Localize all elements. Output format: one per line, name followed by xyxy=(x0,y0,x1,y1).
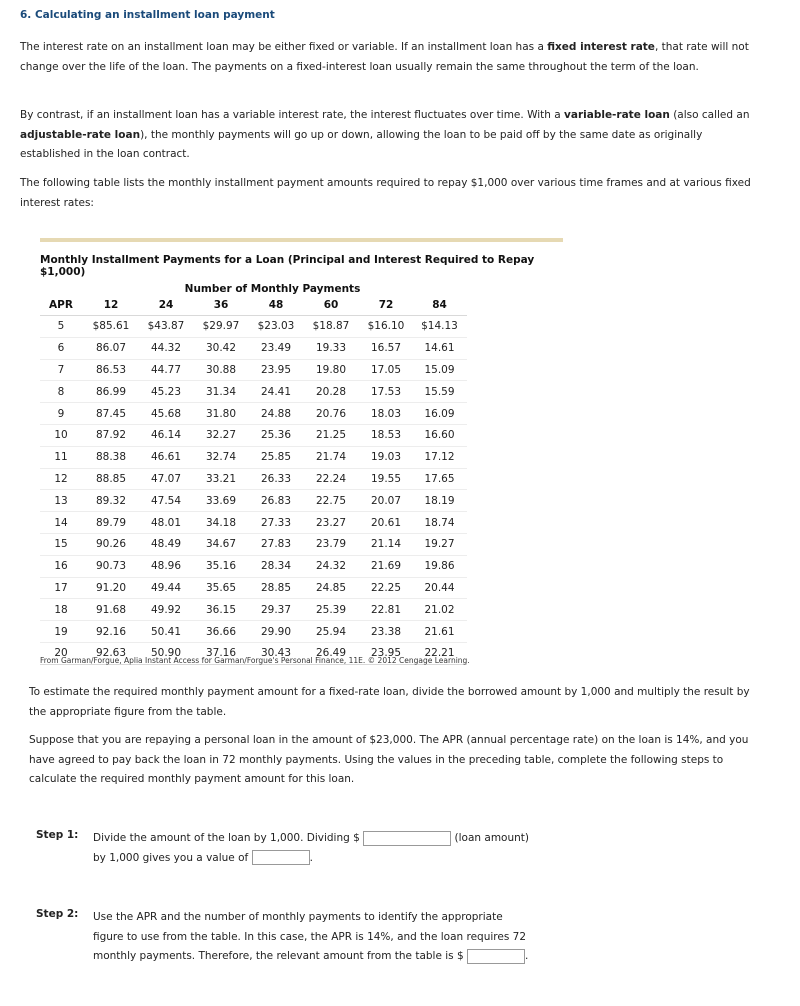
payment-cell: 29.37 xyxy=(260,603,292,616)
payment-cell: 19.86 xyxy=(424,560,455,573)
payment-cell: 35.65 xyxy=(205,581,237,594)
loan-amount-input[interactable] xyxy=(363,831,451,846)
step-2-text: Use the APR and the number of monthly payments to identify the appropriate figure to use from the table. In this case, the APR is 14%, and the loan requires 72 monthly payments. Therefore, the relevant amount from the table is $ . xyxy=(93,911,529,962)
payment-cell: 19.33 xyxy=(315,342,347,355)
payment-cell: 24.85 xyxy=(315,581,347,594)
payment-cell: 90.26 xyxy=(95,538,127,551)
paragraph-fixed-rate: The interest rate on an installment loan may be either fixed or variable. If an installment loan has a fixed interest rate, that rate will not change over the life of the loan. The payments on a fixed-interest loan usually remain the same throughout the term of the loan. xyxy=(20,41,749,73)
payment-cell: 21.61 xyxy=(424,625,455,638)
step-1-text: Divide the amount of the loan by 1,000. Dividing $ (loan amount) by 1,000 gives you a value of . xyxy=(93,832,529,864)
payment-cell: 33.21 xyxy=(205,472,237,485)
apr-cell: 20 xyxy=(54,647,68,660)
payment-cell: 37.16 xyxy=(205,647,237,660)
table-header-row xyxy=(40,295,467,316)
paragraph-instructions: To estimate the required monthly payment amount for a fixed-rate loan, divide the borrowed amount by 1,000 and multiply the result by the appropriate figure from the table. xyxy=(29,686,750,718)
payment-cell: 31.80 xyxy=(205,407,237,420)
payment-cell: 36.15 xyxy=(205,603,237,616)
table-row xyxy=(40,381,467,403)
step-1-label: Step 1: xyxy=(36,829,79,841)
apr-cell: 10 xyxy=(54,429,68,442)
table-row xyxy=(40,555,467,577)
payment-cell: $43.87 xyxy=(147,320,185,333)
table-header-cell: 36 xyxy=(213,299,229,311)
payment-cell: 46.14 xyxy=(150,429,182,442)
apr-cell: 5 xyxy=(57,320,65,333)
paragraph-scenario: Suppose that you are repaying a personal loan in the amount of $23,000. The APR (annual percentage rate) on the loan is 14%, and you have agreed to pay back the loan in 72 monthly payments. Using the values in the preceding table, complete the following steps to calculate the required monthly payment amount for this loan. xyxy=(29,734,749,785)
paragraph-table-intro: The following table lists the monthly installment payment amounts required to repay $1,000 over various time frames and at various fixed interest rates: xyxy=(20,177,751,209)
payment-cell: 22.81 xyxy=(370,603,402,616)
payment-cell: 21.74 xyxy=(315,451,347,464)
payment-cell: 91.68 xyxy=(95,603,127,616)
table-row xyxy=(40,359,467,381)
apr-cell: 13 xyxy=(54,494,68,507)
payment-cell: 22.25 xyxy=(370,581,402,594)
payment-cell: 30.42 xyxy=(205,342,237,355)
payment-cell: 45.23 xyxy=(150,385,182,398)
payment-cell: 31.34 xyxy=(205,385,237,398)
payment-cell: 20.28 xyxy=(315,385,347,398)
table-row xyxy=(40,403,467,425)
table-row xyxy=(40,468,467,490)
payment-cell: 17.05 xyxy=(370,363,402,376)
payment-cell: 15.59 xyxy=(424,385,455,398)
payment-cell: 28.34 xyxy=(260,560,292,573)
payment-cell: 26.33 xyxy=(260,472,292,485)
payment-cell: 20.61 xyxy=(370,516,402,529)
payment-cell: 88.85 xyxy=(95,472,127,485)
table-row xyxy=(40,512,467,534)
payment-cell: 92.63 xyxy=(95,647,127,660)
payment-cell: 34.18 xyxy=(205,516,237,529)
table-header-cell: 72 xyxy=(378,299,394,311)
payment-cell: 18.19 xyxy=(424,494,455,507)
payment-cell: 86.07 xyxy=(95,342,127,355)
table-row xyxy=(40,446,467,468)
table-row xyxy=(40,490,467,512)
payment-cell: 23.79 xyxy=(315,538,347,551)
payment-cell: 20.76 xyxy=(315,407,347,420)
payment-cell: 18.03 xyxy=(370,407,402,420)
payment-cell: 23.27 xyxy=(315,516,347,529)
payment-cell: 30.88 xyxy=(205,363,237,376)
payment-cell: 28.85 xyxy=(260,581,292,594)
table-source-note: From Garman/Forgue, Aplia Instant Access for Garman/Forgue's Personal Finance, 11E. © 2012 Cengage Learning. xyxy=(40,656,470,665)
payment-cell: 89.32 xyxy=(95,494,127,507)
payment-cell: 47.07 xyxy=(150,472,182,485)
payment-cell: 15.09 xyxy=(424,363,455,376)
payment-cell: 19.55 xyxy=(370,472,402,485)
payment-cell: 35.16 xyxy=(205,560,237,573)
table-body xyxy=(40,316,467,665)
payment-cell: 87.45 xyxy=(95,407,127,420)
payment-cell: 26.83 xyxy=(260,494,292,507)
payment-cell: 45.68 xyxy=(150,407,182,420)
payment-cell: 23.38 xyxy=(370,625,402,638)
payment-cell: 18.53 xyxy=(370,429,402,442)
payment-cell: 88.38 xyxy=(95,451,127,464)
table-header-cell: 12 xyxy=(103,299,119,311)
payment-cell: 24.41 xyxy=(260,385,292,398)
payment-cell: $23.03 xyxy=(257,320,295,333)
payment-cell: 22.75 xyxy=(315,494,347,507)
divided-value-input[interactable] xyxy=(252,850,310,865)
payment-cell: 44.77 xyxy=(150,363,182,376)
table-row xyxy=(40,599,467,621)
payment-cell: 17.65 xyxy=(424,472,455,485)
payment-cell: 25.85 xyxy=(260,451,292,464)
table-header-cell: 84 xyxy=(432,299,447,311)
paragraph-variable-rate: By contrast, if an installment loan has a variable interest rate, the interest fluctuates over time. With a variable-rate loan (also called an adjustable-rate loan), the monthly payments will go up or down, allowing the loan to be paid off by the same date as originally established in the loan contract. xyxy=(20,109,750,160)
table-header-cell: APR xyxy=(49,299,73,311)
table-title: Monthly Installment Payments for a Loan (Principal and Interest Required to Repay $1,000) xyxy=(40,254,535,278)
payment-cell: 17.12 xyxy=(424,451,455,464)
payment-cell: 44.32 xyxy=(150,342,182,355)
apr-cell: 15 xyxy=(54,538,68,551)
payment-table-section xyxy=(40,238,565,665)
payment-cell: 25.94 xyxy=(315,625,347,638)
table-row xyxy=(40,621,467,643)
table-subtitle: Number of Monthly Payments xyxy=(184,283,361,295)
apr-cell: 18 xyxy=(54,603,68,616)
apr-cell: 11 xyxy=(54,451,68,464)
payment-cell: $85.61 xyxy=(92,320,130,333)
payment-cell: $29.97 xyxy=(202,320,240,333)
apr-cell: 16 xyxy=(54,560,68,573)
payment-cell: 27.33 xyxy=(260,516,292,529)
payment-cell: 21.02 xyxy=(424,603,455,616)
payment-cell: $18.87 xyxy=(312,320,350,333)
table-row xyxy=(40,424,467,446)
payment-cell: 16.60 xyxy=(424,429,455,442)
payment-cell: 92.16 xyxy=(95,625,127,638)
question-title: 6. Calculating an installment loan payment xyxy=(20,9,275,21)
apr-cell: 6 xyxy=(57,342,65,355)
payment-cell: 17.53 xyxy=(370,385,402,398)
payment-cell: 20.07 xyxy=(370,494,402,507)
payment-cell: 50.41 xyxy=(150,625,182,638)
payment-cell: 24.32 xyxy=(315,560,347,573)
payment-cell: 14.61 xyxy=(424,342,455,355)
payment-cell: 47.54 xyxy=(150,494,182,507)
payment-cell: 16.09 xyxy=(424,407,455,420)
table-row xyxy=(40,533,467,555)
payment-cell: 87.92 xyxy=(95,429,127,442)
payment-cell: 49.44 xyxy=(150,581,182,594)
apr-cell: 8 xyxy=(57,385,65,398)
payment-cell: 86.99 xyxy=(95,385,127,398)
apr-cell: 12 xyxy=(54,472,68,485)
payment-cell: $16.10 xyxy=(367,320,405,333)
payment-cell: 24.88 xyxy=(260,407,292,420)
payment-cell: 20.44 xyxy=(424,581,455,594)
payment-cell: 32.27 xyxy=(205,429,237,442)
payment-cell: 19.80 xyxy=(315,363,347,376)
apr-cell: 9 xyxy=(57,407,65,420)
payment-cell: 23.95 xyxy=(370,647,402,660)
payment-cell: 22.24 xyxy=(315,472,347,485)
apr-cell: 7 xyxy=(57,363,65,376)
table-row xyxy=(40,577,467,599)
payment-cell: 90.73 xyxy=(95,560,127,573)
table-header-cell: 60 xyxy=(323,299,339,311)
payment-cell: 21.69 xyxy=(370,560,402,573)
payment-cell: 48.96 xyxy=(150,560,182,573)
payment-cell: $14.13 xyxy=(421,320,458,333)
payment-cell: 19.27 xyxy=(424,538,455,551)
table-value-input[interactable] xyxy=(467,949,525,964)
apr-cell: 17 xyxy=(54,581,68,594)
payment-cell: 25.39 xyxy=(315,603,347,616)
payment-cell: 46.61 xyxy=(150,451,182,464)
payment-cell: 23.95 xyxy=(260,363,292,376)
payment-cell: 25.36 xyxy=(260,429,292,442)
payment-cell: 19.03 xyxy=(370,451,402,464)
payment-cell: 49.92 xyxy=(150,603,182,616)
payment-cell: 23.49 xyxy=(260,342,292,355)
payment-cell: 48.49 xyxy=(150,538,182,551)
table-top-rule xyxy=(40,238,563,242)
payment-cell: 18.74 xyxy=(424,516,455,529)
payment-cell: 86.53 xyxy=(95,363,127,376)
payment-cell: 21.25 xyxy=(315,429,347,442)
table-header-cell: 24 xyxy=(158,299,174,311)
payment-cell: 27.83 xyxy=(260,538,292,551)
payment-cell: 29.90 xyxy=(260,625,292,638)
table-row xyxy=(40,337,467,359)
payment-cell: 50.90 xyxy=(150,647,182,660)
table-header-cell: 48 xyxy=(268,299,284,311)
payment-cell: 89.79 xyxy=(95,516,127,529)
payment-cell: 48.01 xyxy=(150,516,182,529)
payment-cell: 26.49 xyxy=(315,647,347,660)
payment-table xyxy=(40,295,467,665)
table-row xyxy=(40,316,467,338)
step-2-label: Step 2: xyxy=(36,908,79,920)
payment-cell: 33.69 xyxy=(205,494,237,507)
apr-cell: 14 xyxy=(54,516,68,529)
payment-cell: 21.14 xyxy=(370,538,402,551)
apr-cell: 19 xyxy=(54,625,68,638)
payment-cell: 34.67 xyxy=(205,538,237,551)
payment-cell: 36.66 xyxy=(205,625,237,638)
payment-cell: 16.57 xyxy=(370,342,402,355)
payment-cell: 22.21 xyxy=(424,647,455,660)
payment-cell: 91.20 xyxy=(95,581,127,594)
payment-cell: 32.74 xyxy=(205,451,237,464)
payment-cell: 30.43 xyxy=(260,647,292,660)
